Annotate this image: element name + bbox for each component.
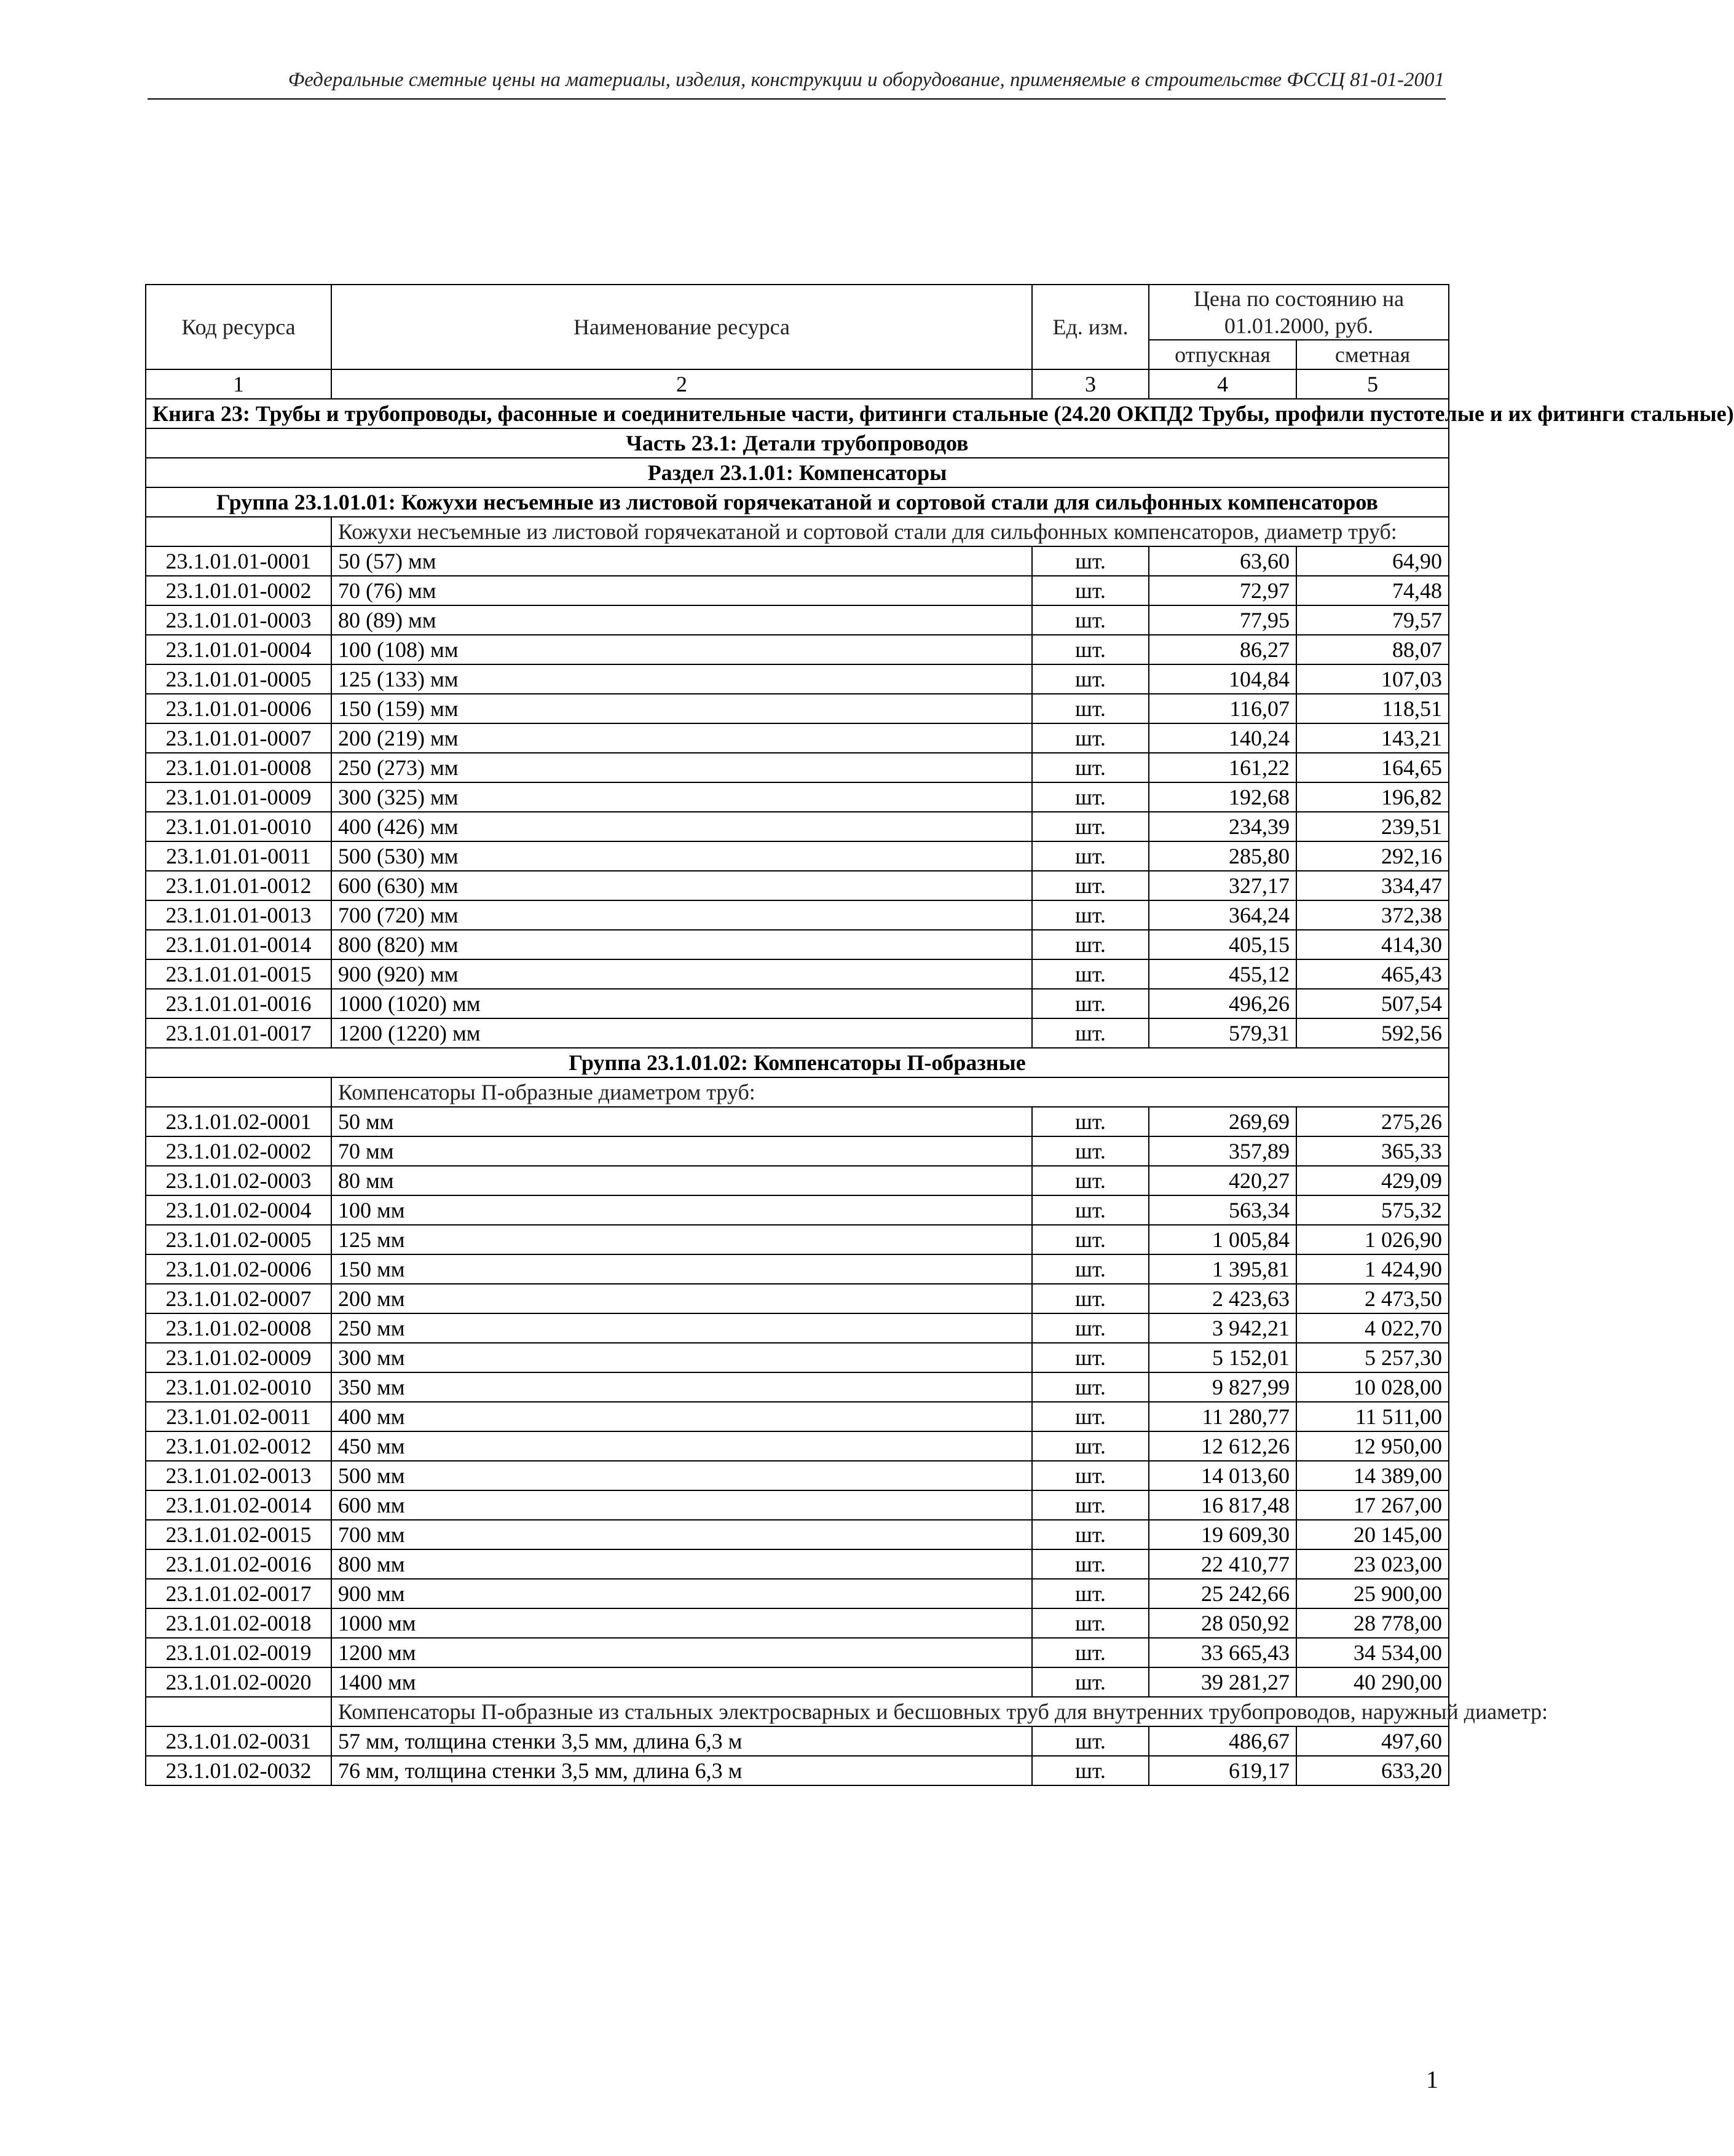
table-row — [146, 989, 1449, 1018]
col-number: 1 — [146, 369, 331, 399]
resource-name: 350 мм — [331, 1372, 1032, 1402]
header-code: Код ресурса — [146, 285, 331, 369]
resource-code: 23.1.01.02-0032 — [146, 1756, 331, 1785]
header-rule — [148, 98, 1446, 100]
table-row — [146, 576, 1449, 605]
release-price: 486,67 — [1149, 1726, 1296, 1756]
table-row — [146, 1225, 1449, 1254]
header-estimate: сметная — [1296, 340, 1449, 369]
release-price: 116,07 — [1149, 694, 1296, 723]
group-title-row — [146, 1048, 1449, 1077]
resource-unit: шт. — [1032, 1402, 1149, 1431]
resource-name: 200 (219) мм — [331, 723, 1032, 753]
estimate-price: 23 023,00 — [1296, 1549, 1449, 1579]
resource-code: 23.1.01.02-0003 — [146, 1166, 331, 1195]
table-row — [146, 1549, 1449, 1579]
estimate-price: 17 267,00 — [1296, 1490, 1449, 1520]
release-price: 563,34 — [1149, 1195, 1296, 1225]
group-title-row — [146, 487, 1449, 517]
intro-code-cell — [146, 1077, 331, 1107]
resource-name: 125 мм — [331, 1225, 1032, 1254]
estimate-price: 143,21 — [1296, 723, 1449, 753]
table-row — [146, 1284, 1449, 1313]
table-row — [146, 1638, 1449, 1667]
estimate-price: 507,54 — [1296, 989, 1449, 1018]
table-row — [146, 900, 1449, 930]
release-price: 9 827,99 — [1149, 1372, 1296, 1402]
resource-code: 23.1.01.02-0019 — [146, 1638, 331, 1667]
resource-name: 100 мм — [331, 1195, 1032, 1225]
resource-code: 23.1.01.02-0010 — [146, 1372, 331, 1402]
resource-name: 300 мм — [331, 1343, 1032, 1372]
resource-name: 900 (920) мм — [331, 959, 1032, 989]
release-price: 25 242,66 — [1149, 1579, 1296, 1608]
resource-name: 80 мм — [331, 1166, 1032, 1195]
resource-code: 23.1.01.01-0006 — [146, 694, 331, 723]
resource-unit: шт. — [1032, 664, 1149, 694]
resource-code: 23.1.01.01-0013 — [146, 900, 331, 930]
resource-unit: шт. — [1032, 1520, 1149, 1549]
resource-code: 23.1.01.01-0002 — [146, 576, 331, 605]
estimate-price: 20 145,00 — [1296, 1520, 1449, 1549]
resource-code: 23.1.01.01-0010 — [146, 812, 331, 841]
estimate-price: 10 028,00 — [1296, 1372, 1449, 1402]
resource-unit: шт. — [1032, 930, 1149, 959]
resource-unit: шт. — [1032, 1461, 1149, 1490]
resource-name: 900 мм — [331, 1579, 1032, 1608]
estimate-price: 14 389,00 — [1296, 1461, 1449, 1490]
resource-unit: шт. — [1032, 1638, 1149, 1667]
release-price: 455,12 — [1149, 959, 1296, 989]
table-row — [146, 1402, 1449, 1431]
resource-name: 600 мм — [331, 1490, 1032, 1520]
release-price: 22 410,77 — [1149, 1549, 1296, 1579]
release-price: 234,39 — [1149, 812, 1296, 841]
resource-name: 250 (273) мм — [331, 753, 1032, 782]
resource-name: 450 мм — [331, 1431, 1032, 1461]
resource-name: 600 (630) мм — [331, 871, 1032, 900]
estimate-price: 429,09 — [1296, 1166, 1449, 1195]
col-number: 4 — [1149, 369, 1296, 399]
resource-unit: шт. — [1032, 1726, 1149, 1756]
resource-code: 23.1.01.02-0020 — [146, 1667, 331, 1697]
resource-code: 23.1.01.01-0016 — [146, 989, 331, 1018]
resource-code: 23.1.01.02-0009 — [146, 1343, 331, 1372]
resource-unit: шт. — [1032, 812, 1149, 841]
header-release: отпускная — [1149, 340, 1296, 369]
resource-code: 23.1.01.02-0017 — [146, 1579, 331, 1608]
resource-unit: шт. — [1032, 1313, 1149, 1343]
resource-unit: шт. — [1032, 694, 1149, 723]
release-price: 5 152,01 — [1149, 1343, 1296, 1372]
resource-code: 23.1.01.02-0007 — [146, 1284, 331, 1313]
estimate-price: 239,51 — [1296, 812, 1449, 841]
resource-unit: шт. — [1032, 605, 1149, 635]
intro-row — [146, 1697, 1449, 1726]
resource-unit: шт. — [1032, 1372, 1149, 1402]
col-number: 5 — [1296, 369, 1449, 399]
release-price: 579,31 — [1149, 1018, 1296, 1048]
resource-name: 800 мм — [331, 1549, 1032, 1579]
estimate-price: 633,20 — [1296, 1756, 1449, 1785]
resource-unit: шт. — [1032, 546, 1149, 576]
estimate-price: 2 473,50 — [1296, 1284, 1449, 1313]
estimate-price: 497,60 — [1296, 1726, 1449, 1756]
resource-name: 700 мм — [331, 1520, 1032, 1549]
estimate-price: 12 950,00 — [1296, 1431, 1449, 1461]
resource-name: 50 мм — [331, 1107, 1032, 1136]
table-row — [146, 694, 1449, 723]
table-header-row — [146, 285, 1449, 340]
resource-code: 23.1.01.02-0005 — [146, 1225, 331, 1254]
resource-code: 23.1.01.02-0031 — [146, 1726, 331, 1756]
table-row — [146, 1313, 1449, 1343]
book-title: Книга 23: Трубы и трубопроводы, фасонные и соединительные части, фитинги стальные (24.20 ОКПД2 Трубы, профили пустотелые и их фитинги стальные) — [146, 399, 1449, 428]
resource-code: 23.1.01.01-0004 — [146, 635, 331, 664]
header-price: Цена по состоянию на 01.01.2000, руб. — [1149, 285, 1449, 340]
intro-text: Компенсаторы П-образные из стальных электросварных и бесшовных труб для внутренних трубопроводов, наружный диаметр: — [331, 1697, 1449, 1726]
release-price: 327,17 — [1149, 871, 1296, 900]
table-row — [146, 1372, 1449, 1402]
group-title: Группа 23.1.01.01: Кожухи несъемные из листовой горячекатаной и сортовой стали для сильфонных компенсаторов — [146, 487, 1449, 517]
table-row — [146, 1136, 1449, 1166]
resource-name: 800 (820) мм — [331, 930, 1032, 959]
release-price: 2 423,63 — [1149, 1284, 1296, 1313]
resource-code: 23.1.01.02-0016 — [146, 1549, 331, 1579]
estimate-price: 372,38 — [1296, 900, 1449, 930]
column-number-row — [146, 369, 1449, 399]
intro-code-cell — [146, 517, 331, 546]
release-price: 192,68 — [1149, 782, 1296, 812]
resource-unit: шт. — [1032, 753, 1149, 782]
table-row — [146, 1254, 1449, 1284]
resource-code: 23.1.01.02-0012 — [146, 1431, 331, 1461]
resource-name: 300 (325) мм — [331, 782, 1032, 812]
book-title-row — [146, 399, 1449, 428]
resource-name: 70 мм — [331, 1136, 1032, 1166]
release-price: 28 050,92 — [1149, 1608, 1296, 1638]
resource-unit: шт. — [1032, 1107, 1149, 1136]
resource-unit: шт. — [1032, 1549, 1149, 1579]
resource-code: 23.1.01.01-0009 — [146, 782, 331, 812]
resource-name: 76 мм, толщина стенки 3,5 мм, длина 6,3 м — [331, 1756, 1032, 1785]
estimate-price: 1 026,90 — [1296, 1225, 1449, 1254]
part-title: Часть 23.1: Детали трубопроводов — [146, 428, 1449, 458]
release-price: 39 281,27 — [1149, 1667, 1296, 1697]
release-price: 19 609,30 — [1149, 1520, 1296, 1549]
resource-code: 23.1.01.02-0015 — [146, 1520, 331, 1549]
estimate-price: 74,48 — [1296, 576, 1449, 605]
estimate-price: 88,07 — [1296, 635, 1449, 664]
table-row — [146, 1726, 1449, 1756]
price-table — [145, 284, 1734, 1786]
table-row — [146, 871, 1449, 900]
resource-unit: шт. — [1032, 1225, 1149, 1254]
resource-name: 1200 мм — [331, 1638, 1032, 1667]
intro-text: Компенсаторы П-образные диаметром труб: — [331, 1077, 1449, 1107]
resource-name: 1200 (1220) мм — [331, 1018, 1032, 1048]
estimate-price: 575,32 — [1296, 1195, 1449, 1225]
resource-name: 1400 мм — [331, 1667, 1032, 1697]
table-row — [146, 1490, 1449, 1520]
estimate-price: 196,82 — [1296, 782, 1449, 812]
release-price: 86,27 — [1149, 635, 1296, 664]
resource-code: 23.1.01.02-0011 — [146, 1402, 331, 1431]
resource-name: 50 (57) мм — [331, 546, 1032, 576]
estimate-price: 465,43 — [1296, 959, 1449, 989]
header-name: Наименование ресурса — [331, 285, 1032, 369]
table-row — [146, 930, 1449, 959]
estimate-price: 275,26 — [1296, 1107, 1449, 1136]
release-price: 16 817,48 — [1149, 1490, 1296, 1520]
estimate-price: 79,57 — [1296, 605, 1449, 635]
resource-unit: шт. — [1032, 1579, 1149, 1608]
resource-code: 23.1.01.01-0014 — [146, 930, 331, 959]
table-row — [146, 723, 1449, 753]
estimate-price: 5 257,30 — [1296, 1343, 1449, 1372]
running-header: Федеральные сметные цены на материалы, изделия, конструкции и оборудование, применяемые в строительстве ФССЦ 81-01-2001 — [288, 69, 1444, 91]
resource-name: 57 мм, толщина стенки 3,5 мм, длина 6,3 м — [331, 1726, 1032, 1756]
table-row — [146, 1431, 1449, 1461]
resource-name: 400 (426) мм — [331, 812, 1032, 841]
resource-unit: шт. — [1032, 1136, 1149, 1166]
table-row — [146, 1018, 1449, 1048]
estimate-price: 414,30 — [1296, 930, 1449, 959]
estimate-price: 365,33 — [1296, 1136, 1449, 1166]
resource-name: 1000 мм — [331, 1608, 1032, 1638]
release-price: 619,17 — [1149, 1756, 1296, 1785]
intro-code-cell — [146, 1697, 331, 1726]
table-row — [146, 1461, 1449, 1490]
resource-name: 150 мм — [331, 1254, 1032, 1284]
release-price: 3 942,21 — [1149, 1313, 1296, 1343]
resource-unit: шт. — [1032, 1431, 1149, 1461]
resource-name: 250 мм — [331, 1313, 1032, 1343]
table-row — [146, 1756, 1449, 1785]
table-row — [146, 1195, 1449, 1225]
resource-unit: шт. — [1032, 871, 1149, 900]
resource-unit: шт. — [1032, 900, 1149, 930]
release-price: 357,89 — [1149, 1136, 1296, 1166]
table-row — [146, 1166, 1449, 1195]
resource-code: 23.1.01.01-0012 — [146, 871, 331, 900]
estimate-price: 11 511,00 — [1296, 1402, 1449, 1431]
resource-code: 23.1.01.01-0007 — [146, 723, 331, 753]
table-row — [146, 546, 1449, 576]
resource-code: 23.1.01.02-0002 — [146, 1136, 331, 1166]
table-row — [146, 841, 1449, 871]
resource-code: 23.1.01.01-0015 — [146, 959, 331, 989]
resource-code: 23.1.01.02-0001 — [146, 1107, 331, 1136]
intro-row — [146, 517, 1449, 546]
release-price: 12 612,26 — [1149, 1431, 1296, 1461]
estimate-price: 25 900,00 — [1296, 1579, 1449, 1608]
resource-unit: шт. — [1032, 1490, 1149, 1520]
table-row — [146, 1667, 1449, 1697]
release-price: 285,80 — [1149, 841, 1296, 871]
part-title-row — [146, 428, 1449, 458]
resource-name: 70 (76) мм — [331, 576, 1032, 605]
estimate-price: 64,90 — [1296, 546, 1449, 576]
release-price: 11 280,77 — [1149, 1402, 1296, 1431]
resource-unit: шт. — [1032, 1195, 1149, 1225]
estimate-price: 4 022,70 — [1296, 1313, 1449, 1343]
resource-code: 23.1.01.01-0011 — [146, 841, 331, 871]
resource-code: 23.1.01.02-0006 — [146, 1254, 331, 1284]
release-price: 1 005,84 — [1149, 1225, 1296, 1254]
table-row — [146, 1343, 1449, 1372]
release-price: 269,69 — [1149, 1107, 1296, 1136]
estimate-price: 592,56 — [1296, 1018, 1449, 1048]
resource-unit: шт. — [1032, 1608, 1149, 1638]
resource-code: 23.1.01.02-0013 — [146, 1461, 331, 1490]
intro-row — [146, 1077, 1449, 1107]
col-number: 3 — [1032, 369, 1149, 399]
table-row — [146, 1520, 1449, 1549]
resource-code: 23.1.01.01-0005 — [146, 664, 331, 694]
resource-unit: шт. — [1032, 959, 1149, 989]
resource-code: 23.1.01.01-0001 — [146, 546, 331, 576]
estimate-price: 40 290,00 — [1296, 1667, 1449, 1697]
estimate-price: 28 778,00 — [1296, 1608, 1449, 1638]
resource-unit: шт. — [1032, 1284, 1149, 1313]
group-title: Группа 23.1.01.02: Компенсаторы П-образные — [146, 1048, 1449, 1077]
resource-unit: шт. — [1032, 1166, 1149, 1195]
release-price: 140,24 — [1149, 723, 1296, 753]
release-price: 364,24 — [1149, 900, 1296, 930]
table-row — [146, 782, 1449, 812]
resource-name: 100 (108) мм — [331, 635, 1032, 664]
resource-unit: шт. — [1032, 723, 1149, 753]
header-unit: Ед. изм. — [1032, 285, 1149, 369]
estimate-price: 292,16 — [1296, 841, 1449, 871]
resource-name: 80 (89) мм — [331, 605, 1032, 635]
table-row — [146, 1107, 1449, 1136]
resource-name: 150 (159) мм — [331, 694, 1032, 723]
resource-unit: шт. — [1032, 1667, 1149, 1697]
resource-unit: шт. — [1032, 635, 1149, 664]
estimate-price: 118,51 — [1296, 694, 1449, 723]
section-title: Раздел 23.1.01: Компенсаторы — [146, 458, 1449, 487]
table-row — [146, 959, 1449, 989]
release-price: 405,15 — [1149, 930, 1296, 959]
section-title-row — [146, 458, 1449, 487]
table-row — [146, 635, 1449, 664]
estimate-price: 334,47 — [1296, 871, 1449, 900]
resource-unit: шт. — [1032, 1343, 1149, 1372]
resource-name: 125 (133) мм — [331, 664, 1032, 694]
resource-name: 200 мм — [331, 1284, 1032, 1313]
resource-unit: шт. — [1032, 989, 1149, 1018]
resource-code: 23.1.01.02-0018 — [146, 1608, 331, 1638]
release-price: 72,97 — [1149, 576, 1296, 605]
estimate-price: 107,03 — [1296, 664, 1449, 694]
estimate-price: 34 534,00 — [1296, 1638, 1449, 1667]
resource-code: 23.1.01.01-0017 — [146, 1018, 331, 1048]
resource-code: 23.1.01.01-0003 — [146, 605, 331, 635]
table-row — [146, 605, 1449, 635]
release-price: 104,84 — [1149, 664, 1296, 694]
resource-name: 500 мм — [331, 1461, 1032, 1490]
release-price: 161,22 — [1149, 753, 1296, 782]
table-row — [146, 753, 1449, 782]
resource-name: 500 (530) мм — [331, 841, 1032, 871]
resource-code: 23.1.01.02-0014 — [146, 1490, 331, 1520]
resource-code: 23.1.01.02-0004 — [146, 1195, 331, 1225]
release-price: 420,27 — [1149, 1166, 1296, 1195]
release-price: 496,26 — [1149, 989, 1296, 1018]
resource-name: 700 (720) мм — [331, 900, 1032, 930]
resource-unit: шт. — [1032, 1756, 1149, 1785]
table-row — [146, 812, 1449, 841]
resource-unit: шт. — [1032, 782, 1149, 812]
resource-code: 23.1.01.02-0008 — [146, 1313, 331, 1343]
resource-unit: шт. — [1032, 841, 1149, 871]
table-row — [146, 664, 1449, 694]
intro-text: Кожухи несъемные из листовой горячекатаной и сортовой стали для сильфонных компенсаторов, диаметр труб: — [331, 517, 1449, 546]
resource-name: 400 мм — [331, 1402, 1032, 1431]
resource-name: 1000 (1020) мм — [331, 989, 1032, 1018]
resource-unit: шт. — [1032, 1018, 1149, 1048]
estimate-price: 1 424,90 — [1296, 1254, 1449, 1284]
table-row — [146, 1579, 1449, 1608]
release-price: 77,95 — [1149, 605, 1296, 635]
release-price: 14 013,60 — [1149, 1461, 1296, 1490]
release-price: 33 665,43 — [1149, 1638, 1296, 1667]
table-row — [146, 1608, 1449, 1638]
page-number: 1 — [1426, 2066, 1438, 2093]
col-number: 2 — [331, 369, 1032, 399]
release-price: 1 395,81 — [1149, 1254, 1296, 1284]
estimate-price: 164,65 — [1296, 753, 1449, 782]
resource-code: 23.1.01.01-0008 — [146, 753, 331, 782]
release-price: 63,60 — [1149, 546, 1296, 576]
resource-unit: шт. — [1032, 1254, 1149, 1284]
resource-unit: шт. — [1032, 576, 1149, 605]
